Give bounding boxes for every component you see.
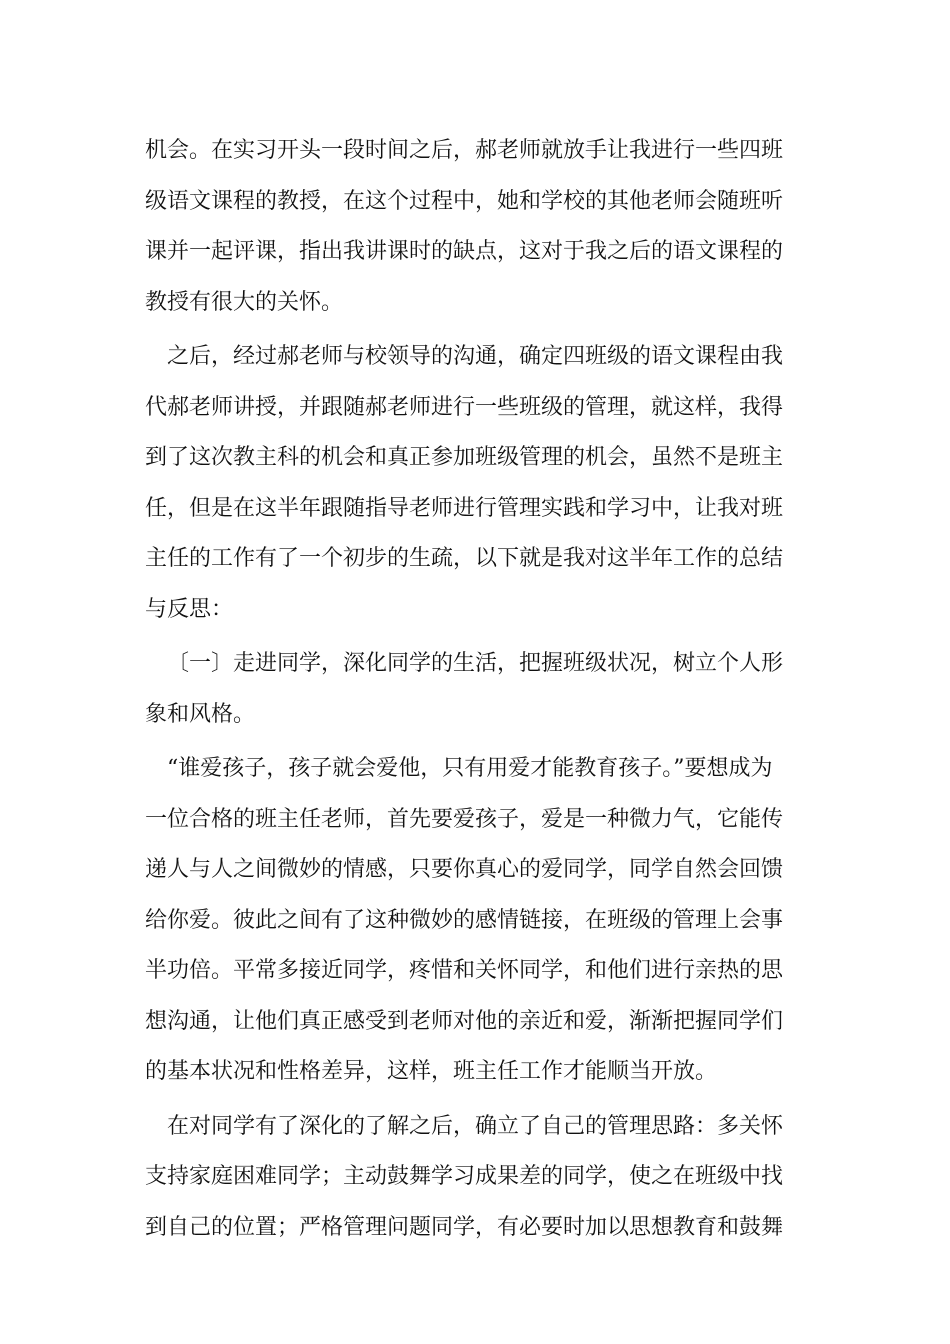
text-line: 主任的工作有了一个初步的生疏，以下就是我对这半年工作的总结 xyxy=(145,546,784,571)
text-line: 半功倍。平常多接近同学，疼惜和关怀同学，和他们进行亲热的思 xyxy=(145,958,784,983)
text-line: 支持家庭困难同学；主动鼓舞学习成果差的同学，使之在班级中找 xyxy=(145,1164,784,1189)
text-line: 之后，经过郝老师与校领导的沟通，确定四班级的语文课程由我 xyxy=(167,344,784,369)
text-line: 任，但是在这半年跟随指导老师进行管理实践和学习中，让我对班 xyxy=(145,495,784,521)
paragraph xyxy=(145,126,810,328)
text-line: 象和风格。 xyxy=(145,701,256,727)
text-line: 到自己的位置；严格管理问题同学，有必要时加以思想教育和鼓舞 xyxy=(145,1214,784,1240)
paragraph xyxy=(145,744,810,1098)
paragraph xyxy=(145,332,810,635)
paragraph xyxy=(145,1102,810,1254)
text-line: 代郝老师讲授，并跟随郝老师进行一些班级的管理，就这样，我得 xyxy=(145,394,784,420)
text-line: 〔一〕走进同学，深化同学的生活，把握班级状况，树立个人形 xyxy=(167,651,784,676)
text-line: 的基本状况和性格差异，这样，班主任工作才能顺当开放。 xyxy=(145,1059,718,1084)
text-line: 想沟通，让他们真正感受到老师对他的亲近和爱，渐渐把握同学们 xyxy=(145,1008,784,1034)
text-line: “谁爱孩子，孩子就会爱他，只有用爱才能教育孩子。”要想成为 xyxy=(167,756,773,781)
text-line: 与反思： xyxy=(145,596,234,622)
text-line: 机会。在实习开头一段时间之后，郝老师就放手让我进行一些四班 xyxy=(145,138,784,163)
text-line: 在对同学有了深化的了解之后，确立了自己的管理思路：多关怀 xyxy=(167,1113,784,1139)
text-line: 课并一起评课，指出我讲课时的缺点，这对于我之后的语文课程的 xyxy=(145,239,784,264)
text-line: 一位合格的班主任老师，首先要爱孩子，爱是一种微力气，它能传 xyxy=(145,806,784,832)
paragraph xyxy=(145,639,810,740)
text-line: 到了这次教主科的机会和真正参加班级管理的机会，虽然不是班主 xyxy=(145,445,784,470)
text-line: 给你爱。彼此之间有了这种微妙的感情链接，在班级的管理上会事 xyxy=(145,907,784,933)
text-line: 教授有很大的关怀。 xyxy=(145,289,344,315)
text-line: 递人与人之间微妙的情感，只要你真心的爱同学，同学自然会回馈 xyxy=(145,857,784,882)
text-line: 级语文课程的教授，在这个过程中，她和学校的其他老师会随班听 xyxy=(145,188,784,214)
document-body xyxy=(145,126,810,1257)
